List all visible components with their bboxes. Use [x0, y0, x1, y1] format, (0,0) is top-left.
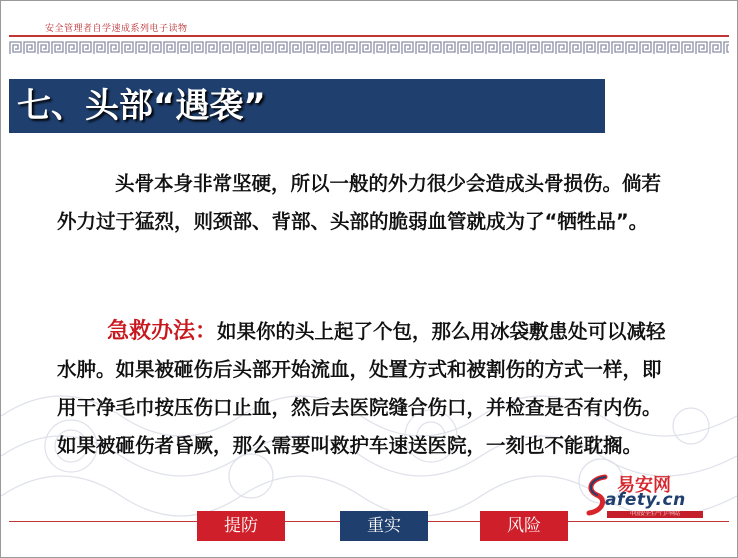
logo-subtitle: 中国安全生产门户网站	[607, 511, 703, 518]
first-aid-text: 如果你的头上起了个包，那么用冰袋敷患处可以减轻水肿。如果被砸伤后头部开始流血，处置方式和被割伤的方式一样，即用干净毛巾按压伤口止血，然后去医院缝合伤口，并检查是否有内伤。如果被砸伤者昏厥，那么需要叫救护车速送医院，一刻也不能耽搁。	[57, 320, 666, 457]
decorative-pattern-band	[9, 41, 729, 55]
logo-en-text: afety.cn	[605, 490, 686, 510]
paragraph-first-aid	[57, 313, 667, 465]
prev-button[interactable]: 提防	[197, 511, 285, 541]
top-rule	[9, 35, 729, 37]
first-aid-label: 急救办法：	[107, 319, 218, 344]
series-title: 安全管理者自学速成系列电子读物	[45, 24, 188, 34]
paragraph-intro: 头骨本身非常坚硬，所以一般的外力很少会造成头骨损伤。倘若外力过于猛烈，则颈部、背部、头部的脆弱血管就成为了“牺牲品”。	[57, 172, 662, 233]
logo-cn-text: 易安网	[617, 475, 671, 496]
slide-title: 七、头部“遇袭”	[17, 86, 266, 126]
next-button[interactable]: 风险	[480, 511, 568, 541]
home-button[interactable]: 重实	[340, 511, 428, 541]
